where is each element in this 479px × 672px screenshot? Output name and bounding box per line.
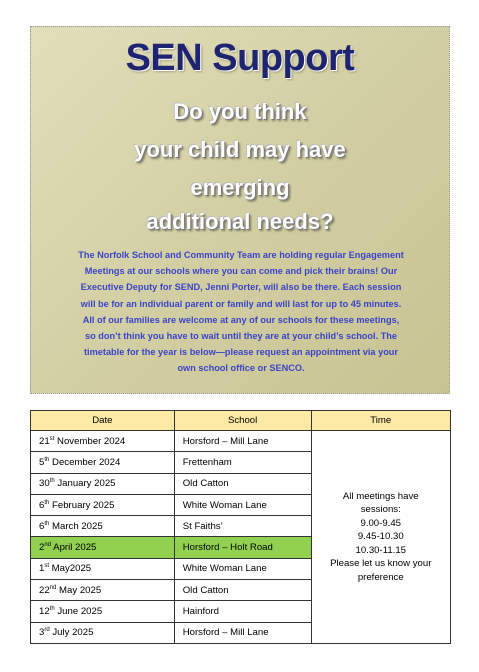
school-cell: Horsford – Mill Lane bbox=[174, 431, 311, 452]
session-time-line: 9.00-9.45 bbox=[360, 517, 402, 529]
time-column-header: Time bbox=[311, 411, 451, 431]
date-ordinal-suffix: th bbox=[49, 478, 55, 485]
table-header-row bbox=[31, 411, 451, 431]
school-cell: White Woman Lane bbox=[174, 494, 311, 515]
session-time-line: sessions: bbox=[360, 504, 401, 516]
date-day: 6 bbox=[39, 520, 45, 532]
intro-line: so don’t think you have to wait until they are at your child’s school. The bbox=[84, 331, 398, 342]
date-day: 1 bbox=[39, 563, 45, 575]
date-day: 5 bbox=[39, 456, 45, 468]
date-ordinal-suffix: th bbox=[44, 520, 50, 527]
date-ordinal-suffix: rd bbox=[44, 627, 50, 634]
poster-title: SEN Support bbox=[125, 37, 355, 79]
date-cell bbox=[31, 580, 175, 601]
question-line-2: your child may have bbox=[134, 137, 346, 162]
date-month-year: January 2025 bbox=[54, 478, 116, 490]
table-row bbox=[31, 431, 451, 452]
school-cell: Horsford – Mill Lane bbox=[174, 622, 311, 643]
date-cell bbox=[31, 622, 175, 643]
date-cell bbox=[31, 473, 175, 494]
date-cell bbox=[31, 516, 175, 537]
school-cell: Frettenham bbox=[174, 452, 311, 473]
date-cell bbox=[31, 601, 175, 622]
date-day: 6 bbox=[39, 499, 45, 511]
school-cell: Horsford – Holt Road bbox=[174, 537, 311, 558]
session-time-line: Please let us know your bbox=[330, 558, 432, 570]
school-cell: Old Catton bbox=[174, 580, 311, 601]
date-cell bbox=[31, 452, 175, 473]
intro-line: timetable for the year is below—please request an appointment via your bbox=[84, 347, 398, 358]
date-month-year: November 2024 bbox=[54, 435, 126, 447]
session-time-line: preference bbox=[357, 571, 404, 583]
date-ordinal-suffix: nd bbox=[44, 541, 52, 548]
date-month-year: April 2025 bbox=[51, 542, 97, 554]
date-month-year: July 2025 bbox=[49, 627, 94, 639]
session-time-line: 9.45-10.30 bbox=[357, 531, 404, 543]
meeting-timetable bbox=[30, 410, 451, 644]
session-time-line: 10.30-11.15 bbox=[355, 544, 406, 556]
date-cell bbox=[31, 558, 175, 579]
date-month-year: May2025 bbox=[49, 563, 92, 575]
question-line-3: emerging bbox=[190, 175, 290, 200]
date-ordinal-suffix: th bbox=[44, 456, 50, 463]
date-month-year: February 2025 bbox=[49, 499, 115, 511]
date-month-year: March 2025 bbox=[49, 520, 103, 532]
intro-line: The Norfolk School and Community Team are holding regular Engagement bbox=[78, 250, 404, 260]
question-line-4: additional needs? bbox=[146, 209, 334, 234]
date-ordinal-suffix: th bbox=[44, 499, 50, 506]
school-cell: Hainford bbox=[174, 601, 311, 622]
date-ordinal-suffix: th bbox=[49, 605, 55, 612]
intro-paragraph bbox=[49, 247, 433, 377]
date-cell bbox=[31, 431, 175, 452]
date-ordinal-suffix: st bbox=[49, 435, 55, 442]
session-time-line: All meetings have bbox=[342, 490, 419, 502]
date-day: 22 bbox=[39, 584, 50, 596]
sen-support-poster bbox=[30, 26, 450, 394]
date-day: 3 bbox=[39, 627, 45, 639]
intro-line: Executive Deputy for SEND, Jenni Porter, will also be there. Each session bbox=[80, 282, 402, 293]
school-column-header: School bbox=[174, 411, 311, 431]
timetable-body bbox=[31, 431, 451, 644]
date-cell bbox=[31, 494, 175, 515]
intro-line: will be for an individual parent or family and will last for up to 45 minutes. bbox=[80, 298, 402, 309]
date-column-header: Date bbox=[31, 411, 175, 431]
intro-line: own school office or SENCO. bbox=[177, 363, 305, 374]
date-ordinal-suffix: st bbox=[44, 563, 50, 570]
date-day: 30 bbox=[39, 478, 50, 490]
session-times-cell bbox=[311, 431, 451, 644]
intro-line: All of our families are welcome at any of our schools for these meetings, bbox=[82, 314, 400, 325]
school-cell: St Faiths’ bbox=[174, 516, 311, 537]
question-line-1: Do you think bbox=[173, 99, 307, 124]
date-month-year: May 2025 bbox=[56, 584, 102, 596]
date-month-year: December 2024 bbox=[49, 456, 121, 468]
school-cell: White Woman Lane bbox=[174, 558, 311, 579]
date-ordinal-suffix: nd bbox=[49, 584, 57, 591]
date-month-year: June 2025 bbox=[54, 606, 103, 618]
school-cell: Old Catton bbox=[174, 473, 311, 494]
date-cell bbox=[31, 537, 175, 558]
date-day: 21 bbox=[39, 435, 50, 447]
intro-line: Meetings at our schools where you can come and pick their brains! Our bbox=[84, 266, 398, 277]
date-day: 2 bbox=[39, 542, 45, 554]
date-day: 12 bbox=[39, 606, 50, 618]
